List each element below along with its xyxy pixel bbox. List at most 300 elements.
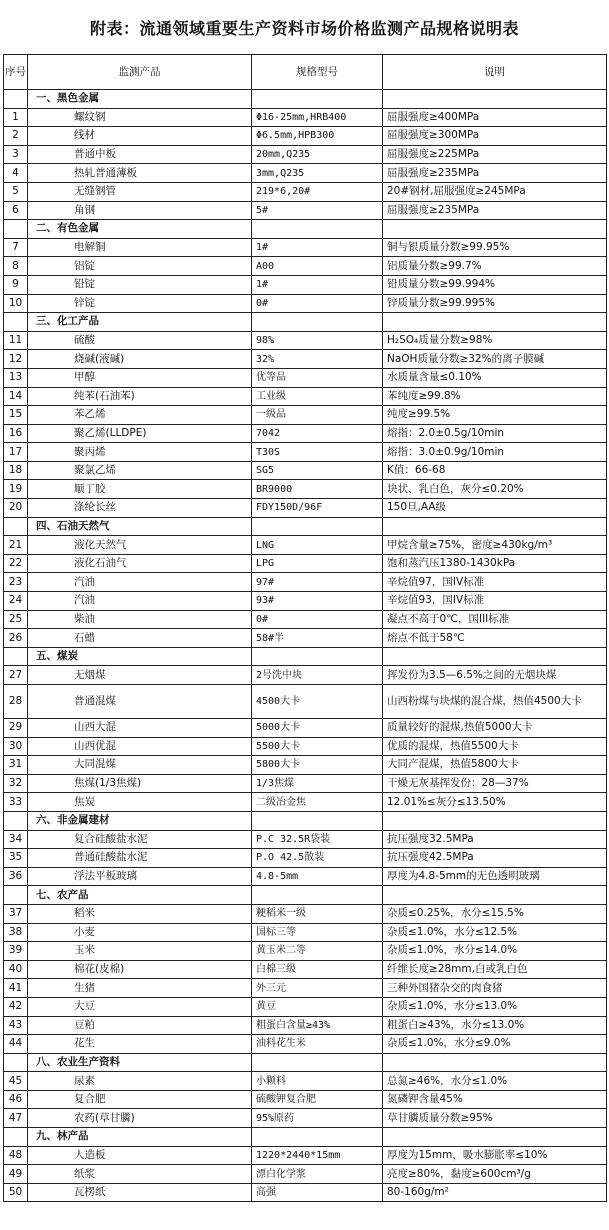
row-index: 20 — [4, 499, 28, 518]
category-name: 五、煤炭 — [28, 647, 252, 666]
header-spec: 规格型号 — [252, 55, 383, 90]
row-spec: LNG — [252, 536, 383, 555]
category-spec-cell — [252, 886, 383, 905]
category-spec-cell — [252, 1053, 383, 1072]
row-index: 19 — [4, 480, 28, 499]
row-spec: 0# — [252, 294, 383, 313]
row-spec: Φ16-25mm,HRB400 — [252, 108, 383, 127]
row-spec: 32% — [252, 350, 383, 369]
row-index: 31 — [4, 756, 28, 775]
row-spec: P.O 42.5散装 — [252, 849, 383, 868]
row-desc: 辛烷值93，国IV标准 — [383, 592, 607, 611]
row-index: 47 — [4, 1109, 28, 1128]
row-spec: Φ6.5mm,HPB300 — [252, 127, 383, 146]
category-desc-cell — [383, 811, 607, 830]
row-index: 6 — [4, 201, 28, 220]
row-spec: 外三元 — [252, 979, 383, 998]
row-index: 3 — [4, 145, 28, 164]
category-desc-cell — [383, 313, 607, 332]
row-index: 36 — [4, 867, 28, 886]
row-index: 46 — [4, 1090, 28, 1109]
row-spec: 4.8-5mm — [252, 867, 383, 886]
category-desc-cell — [383, 1053, 607, 1072]
row-product: 聚丙烯 — [28, 443, 252, 462]
row-desc: 屈服强度≥400MPa — [383, 108, 607, 127]
row-desc: 屈服强度≥235MPa — [383, 201, 607, 220]
row-product: 汽油 — [28, 573, 252, 592]
row-spec: 工业级 — [252, 387, 383, 406]
row-spec: 粳稻米一级 — [252, 904, 383, 923]
row-product: 锌锭 — [28, 294, 252, 313]
row-spec: SG5 — [252, 461, 383, 480]
category-row — [4, 811, 607, 830]
table-row — [4, 923, 607, 942]
row-desc: 杂质≤1.0%，水分≤14.0% — [383, 942, 607, 961]
row-spec: 一级品 — [252, 406, 383, 425]
category-index-cell — [4, 220, 28, 239]
row-index: 11 — [4, 331, 28, 350]
row-product: 花生 — [28, 1035, 252, 1054]
table-row — [4, 1183, 607, 1202]
row-index: 32 — [4, 774, 28, 793]
row-desc: NaOH质量分数≥32%的离子膜碱 — [383, 350, 607, 369]
row-index: 39 — [4, 942, 28, 961]
row-spec: 1/3焦煤 — [252, 774, 383, 793]
row-desc: 铝质量分数≥99.7% — [383, 257, 607, 276]
row-desc: 凝点不高于0℃，国III标准 — [383, 610, 607, 629]
row-product: 纸浆 — [28, 1165, 252, 1184]
row-product: 小麦 — [28, 923, 252, 942]
category-spec-cell — [252, 1128, 383, 1147]
row-index: 34 — [4, 830, 28, 849]
row-index: 48 — [4, 1146, 28, 1165]
category-index-cell — [4, 1128, 28, 1147]
row-spec: 93# — [252, 592, 383, 611]
row-product: 涤纶长丝 — [28, 499, 252, 518]
category-name: 九、林产品 — [28, 1128, 252, 1147]
category-row — [4, 220, 607, 239]
row-product: 生猪 — [28, 979, 252, 998]
row-index: 28 — [4, 685, 28, 719]
row-desc: 山西粉煤与块煤的混合煤，热值4500大卡 — [383, 685, 607, 719]
table-row — [4, 387, 607, 406]
row-product: 甲醇 — [28, 368, 252, 387]
row-spec: A00 — [252, 257, 383, 276]
row-desc: 亮度≥80%，黏度≥600cm³/g — [383, 1165, 607, 1184]
table-row — [4, 849, 607, 868]
row-product: 苯乙烯 — [28, 406, 252, 425]
row-index: 24 — [4, 592, 28, 611]
row-desc: 纯度≥99.5% — [383, 406, 607, 425]
row-product: 聚乙烯(LLDPE) — [28, 424, 252, 443]
row-index: 10 — [4, 294, 28, 313]
row-index: 17 — [4, 443, 28, 462]
row-spec: P.C 32.5R袋装 — [252, 830, 383, 849]
table-row — [4, 1165, 607, 1184]
row-product: 螺纹钢 — [28, 108, 252, 127]
row-spec: 98% — [252, 331, 383, 350]
table-row — [4, 979, 607, 998]
row-spec: 1220*2440*15mm — [252, 1146, 383, 1165]
row-desc: 质量较好的混煤,热值5000大卡 — [383, 719, 607, 738]
row-index: 42 — [4, 997, 28, 1016]
row-index: 44 — [4, 1035, 28, 1054]
table-row — [4, 960, 607, 979]
row-product: 棉花(皮棉) — [28, 960, 252, 979]
row-spec: 黄玉米二等 — [252, 942, 383, 961]
row-index: 41 — [4, 979, 28, 998]
row-desc: 屈服强度≥300MPa — [383, 127, 607, 146]
category-row — [4, 313, 607, 332]
row-index: 18 — [4, 461, 28, 480]
row-spec: 3mm,Q235 — [252, 164, 383, 183]
category-name: 四、石油天然气 — [28, 517, 252, 536]
table-row — [4, 275, 607, 294]
table-row — [4, 238, 607, 257]
table-row — [4, 904, 607, 923]
row-desc: K值：66-68 — [383, 461, 607, 480]
row-product: 浮法平板玻璃 — [28, 867, 252, 886]
row-product: 复合硅酸盐水泥 — [28, 830, 252, 849]
row-index: 29 — [4, 719, 28, 738]
row-product: 纯苯(石油苯) — [28, 387, 252, 406]
row-desc: 干燥无灰基挥发份：28—37% — [383, 774, 607, 793]
row-index: 23 — [4, 573, 28, 592]
category-index-cell — [4, 811, 28, 830]
table-row — [4, 536, 607, 555]
table-row — [4, 294, 607, 313]
row-desc: 厚度为4.8-5mm的无色透明玻璃 — [383, 867, 607, 886]
spec-table — [3, 54, 607, 1202]
row-spec: LPG — [252, 554, 383, 573]
row-index: 7 — [4, 238, 28, 257]
row-desc: 铜与银质量分数≥99.95% — [383, 238, 607, 257]
row-product: 尿素 — [28, 1072, 252, 1091]
table-row — [4, 443, 607, 462]
row-spec: 5500大卡 — [252, 737, 383, 756]
row-product: 瓦楞纸 — [28, 1183, 252, 1202]
row-product: 大豆 — [28, 997, 252, 1016]
table-row — [4, 406, 607, 425]
row-index: 49 — [4, 1165, 28, 1184]
table-row — [4, 331, 607, 350]
row-product: 烧碱(液碱) — [28, 350, 252, 369]
category-index-cell — [4, 647, 28, 666]
table-row — [4, 554, 607, 573]
table-row — [4, 793, 607, 812]
row-product: 焦煤(1/3焦煤) — [28, 774, 252, 793]
row-product: 豆粕 — [28, 1016, 252, 1035]
row-product: 焦炭 — [28, 793, 252, 812]
category-row — [4, 647, 607, 666]
category-index-cell — [4, 1053, 28, 1072]
header-product: 监测产品 — [28, 55, 252, 90]
table-row — [4, 108, 607, 127]
table-row — [4, 182, 607, 201]
row-index: 33 — [4, 793, 28, 812]
row-desc: 水质量含量≤0.10% — [383, 368, 607, 387]
row-product: 铅锭 — [28, 275, 252, 294]
row-desc: 150旦,AA级 — [383, 499, 607, 518]
row-spec: 粗蛋白含量≥43% — [252, 1016, 383, 1035]
table-row — [4, 499, 607, 518]
row-spec: 硫酸钾复合肥 — [252, 1090, 383, 1109]
category-row — [4, 1128, 607, 1147]
row-spec: 0# — [252, 610, 383, 629]
row-product: 聚氯乙烯 — [28, 461, 252, 480]
row-product: 柴油 — [28, 610, 252, 629]
category-spec-cell — [252, 517, 383, 536]
header-index: 序号 — [4, 55, 28, 90]
table-row — [4, 756, 607, 775]
row-spec: 小颗料 — [252, 1072, 383, 1091]
row-desc: 铅质量分数≥99.994% — [383, 275, 607, 294]
row-spec: 二级冶金焦 — [252, 793, 383, 812]
row-product: 铝锭 — [28, 257, 252, 276]
table-row — [4, 685, 607, 719]
row-index: 40 — [4, 960, 28, 979]
row-product: 热轧普通薄板 — [28, 164, 252, 183]
row-index: 5 — [4, 182, 28, 201]
row-spec: 7042 — [252, 424, 383, 443]
table-row — [4, 573, 607, 592]
row-product: 石蜡 — [28, 629, 252, 648]
row-spec: 漂白化学浆 — [252, 1165, 383, 1184]
table-row — [4, 127, 607, 146]
category-spec-cell — [252, 220, 383, 239]
row-product: 硫酸 — [28, 331, 252, 350]
header-desc: 说明 — [383, 55, 607, 90]
row-spec: 1# — [252, 238, 383, 257]
category-spec-cell — [252, 811, 383, 830]
category-desc-cell — [383, 886, 607, 905]
row-product: 顺丁胶 — [28, 480, 252, 499]
table-row — [4, 368, 607, 387]
row-index: 37 — [4, 904, 28, 923]
row-desc: 厚度为15mm，吸水膨胀率≤10% — [383, 1146, 607, 1165]
row-desc: 总氮≥46%，水分≤1.0% — [383, 1072, 607, 1091]
category-name: 六、非金属建材 — [28, 811, 252, 830]
row-product: 普通中板 — [28, 145, 252, 164]
table-row — [4, 867, 607, 886]
table-row — [4, 424, 607, 443]
category-desc-cell — [383, 220, 607, 239]
row-index: 43 — [4, 1016, 28, 1035]
row-spec: 219*6,20# — [252, 182, 383, 201]
row-desc: 块状、乳白色，灰分≤0.20% — [383, 480, 607, 499]
row-product: 角钢 — [28, 201, 252, 220]
table-row — [4, 201, 607, 220]
table-row — [4, 480, 607, 499]
table-row — [4, 774, 607, 793]
row-desc: 挥发份为3.5—6.5%之间的无烟块煤 — [383, 666, 607, 685]
row-product: 普通硅酸盐水泥 — [28, 849, 252, 868]
table-row — [4, 145, 607, 164]
row-spec: 58#半 — [252, 629, 383, 648]
row-spec: 白棉三级 — [252, 960, 383, 979]
row-spec: 油料花生米 — [252, 1035, 383, 1054]
row-desc: 12.01%≤灰分≤13.50% — [383, 793, 607, 812]
table-row — [4, 1072, 607, 1091]
row-index: 14 — [4, 387, 28, 406]
category-index-cell — [4, 517, 28, 536]
row-product: 玉米 — [28, 942, 252, 961]
row-spec: FDY150D/96F — [252, 499, 383, 518]
category-name: 八、农业生产资料 — [28, 1053, 252, 1072]
table-row — [4, 1090, 607, 1109]
row-index: 4 — [4, 164, 28, 183]
row-product: 线材 — [28, 127, 252, 146]
row-index: 25 — [4, 610, 28, 629]
row-product: 电解铜 — [28, 238, 252, 257]
row-spec: 20mm,Q235 — [252, 145, 383, 164]
row-desc: 纤维长度≥28mm,白或乳白色 — [383, 960, 607, 979]
row-desc: 80-160g/m² — [383, 1183, 607, 1202]
table-row — [4, 610, 607, 629]
row-index: 1 — [4, 108, 28, 127]
row-spec: 高强 — [252, 1183, 383, 1202]
table-row — [4, 1035, 607, 1054]
row-product: 液化天然气 — [28, 536, 252, 555]
table-row — [4, 461, 607, 480]
row-product: 大同混煤 — [28, 756, 252, 775]
row-index: 50 — [4, 1183, 28, 1202]
row-desc: 抗压强度42.5MPa — [383, 849, 607, 868]
row-desc: 屈服强度≥235MPa — [383, 164, 607, 183]
row-index: 27 — [4, 666, 28, 685]
row-index: 38 — [4, 923, 28, 942]
row-desc: 屈服强度≥225MPa — [383, 145, 607, 164]
category-index-cell — [4, 886, 28, 905]
row-desc: 抗压强度32.5MPa — [383, 830, 607, 849]
row-product: 稻米 — [28, 904, 252, 923]
row-index: 2 — [4, 127, 28, 146]
row-desc: 熔点不低于58℃ — [383, 629, 607, 648]
row-spec: 黄豆 — [252, 997, 383, 1016]
row-desc: 熔指：2.0±0.5g/10min — [383, 424, 607, 443]
row-product: 山西大混 — [28, 719, 252, 738]
category-name: 三、化工产品 — [28, 313, 252, 332]
category-row — [4, 517, 607, 536]
row-index: 8 — [4, 257, 28, 276]
row-spec: T30S — [252, 443, 383, 462]
row-product: 山西优混 — [28, 737, 252, 756]
row-desc: 杂质≤1.0%，水分≤13.0% — [383, 997, 607, 1016]
table-row — [4, 629, 607, 648]
table-row — [4, 1146, 607, 1165]
row-desc: 大同产混煤，热值5800大卡 — [383, 756, 607, 775]
row-spec: 95%原药 — [252, 1109, 383, 1128]
category-spec-cell — [252, 313, 383, 332]
row-desc: 饱和蒸汽压1380-1430kPa — [383, 554, 607, 573]
row-index: 13 — [4, 368, 28, 387]
row-desc: 杂质≤0.25%，水分≤15.5% — [383, 904, 607, 923]
row-index: 21 — [4, 536, 28, 555]
row-product: 复合肥 — [28, 1090, 252, 1109]
row-desc: 优质的混煤，热值5500大卡 — [383, 737, 607, 756]
category-row — [4, 90, 607, 109]
category-name: 一、黑色金属 — [28, 90, 252, 109]
category-index-cell — [4, 90, 28, 109]
row-spec: 5# — [252, 201, 383, 220]
row-product: 人造板 — [28, 1146, 252, 1165]
row-desc: 20#钢材,屈服强度≥245MPa — [383, 182, 607, 201]
row-index: 22 — [4, 554, 28, 573]
row-product: 普通混煤 — [28, 685, 252, 719]
row-index: 16 — [4, 424, 28, 443]
table-row — [4, 830, 607, 849]
row-spec: 4500大卡 — [252, 685, 383, 719]
row-spec: 97# — [252, 573, 383, 592]
table-row — [4, 666, 607, 685]
row-desc: 苯纯度≥99.8% — [383, 387, 607, 406]
row-index: 12 — [4, 350, 28, 369]
table-row — [4, 719, 607, 738]
row-product: 无缝钢管 — [28, 182, 252, 201]
row-desc: 三种外国猪杂交的肉食猪 — [383, 979, 607, 998]
table-row — [4, 942, 607, 961]
row-desc: 熔指：3.0±0.9g/10min — [383, 443, 607, 462]
row-spec: 5000大卡 — [252, 719, 383, 738]
row-index: 15 — [4, 406, 28, 425]
table-row — [4, 257, 607, 276]
category-row — [4, 1053, 607, 1072]
row-index: 35 — [4, 849, 28, 868]
row-index: 26 — [4, 629, 28, 648]
row-product: 液化石油气 — [28, 554, 252, 573]
category-name: 七、农产品 — [28, 886, 252, 905]
row-desc: H₂SO₄质量分数≥98% — [383, 331, 607, 350]
row-desc: 粗蛋白≥43%，水分≤13.0% — [383, 1016, 607, 1035]
category-spec-cell — [252, 90, 383, 109]
category-desc-cell — [383, 90, 607, 109]
table-row — [4, 164, 607, 183]
table-row — [4, 592, 607, 611]
row-desc: 氮磷钾含量45% — [383, 1090, 607, 1109]
category-desc-cell — [383, 1128, 607, 1147]
row-product: 无烟煤 — [28, 666, 252, 685]
table-row — [4, 997, 607, 1016]
category-row — [4, 886, 607, 905]
row-spec: BR9000 — [252, 480, 383, 499]
row-desc: 草甘膦质量分数≥95% — [383, 1109, 607, 1128]
row-spec: 国标三等 — [252, 923, 383, 942]
row-spec: 优等品 — [252, 368, 383, 387]
row-index: 30 — [4, 737, 28, 756]
row-index: 45 — [4, 1072, 28, 1091]
table-header-row — [4, 55, 607, 90]
table-row — [4, 737, 607, 756]
category-name: 二、有色金属 — [28, 220, 252, 239]
row-index: 9 — [4, 275, 28, 294]
row-desc: 甲烷含量≥75%，密度≥430kg/m³ — [383, 536, 607, 555]
row-spec: 1# — [252, 275, 383, 294]
row-desc: 杂质≤1.0%，水分≤9.0% — [383, 1035, 607, 1054]
row-spec: 2号洗中块 — [252, 666, 383, 685]
row-product: 汽油 — [28, 592, 252, 611]
row-spec: 5800大卡 — [252, 756, 383, 775]
page-title: 附表：流通领域重要生产资料市场价格监测产品规格说明表 — [89, 19, 519, 38]
row-desc: 锌质量分数≥99.995% — [383, 294, 607, 313]
table-row — [4, 1109, 607, 1128]
category-desc-cell — [383, 517, 607, 536]
category-spec-cell — [252, 647, 383, 666]
category-index-cell — [4, 313, 28, 332]
row-desc: 杂质≤1.0%，水分≤12.5% — [383, 923, 607, 942]
table-body — [4, 90, 607, 1202]
category-desc-cell — [383, 647, 607, 666]
table-row — [4, 350, 607, 369]
